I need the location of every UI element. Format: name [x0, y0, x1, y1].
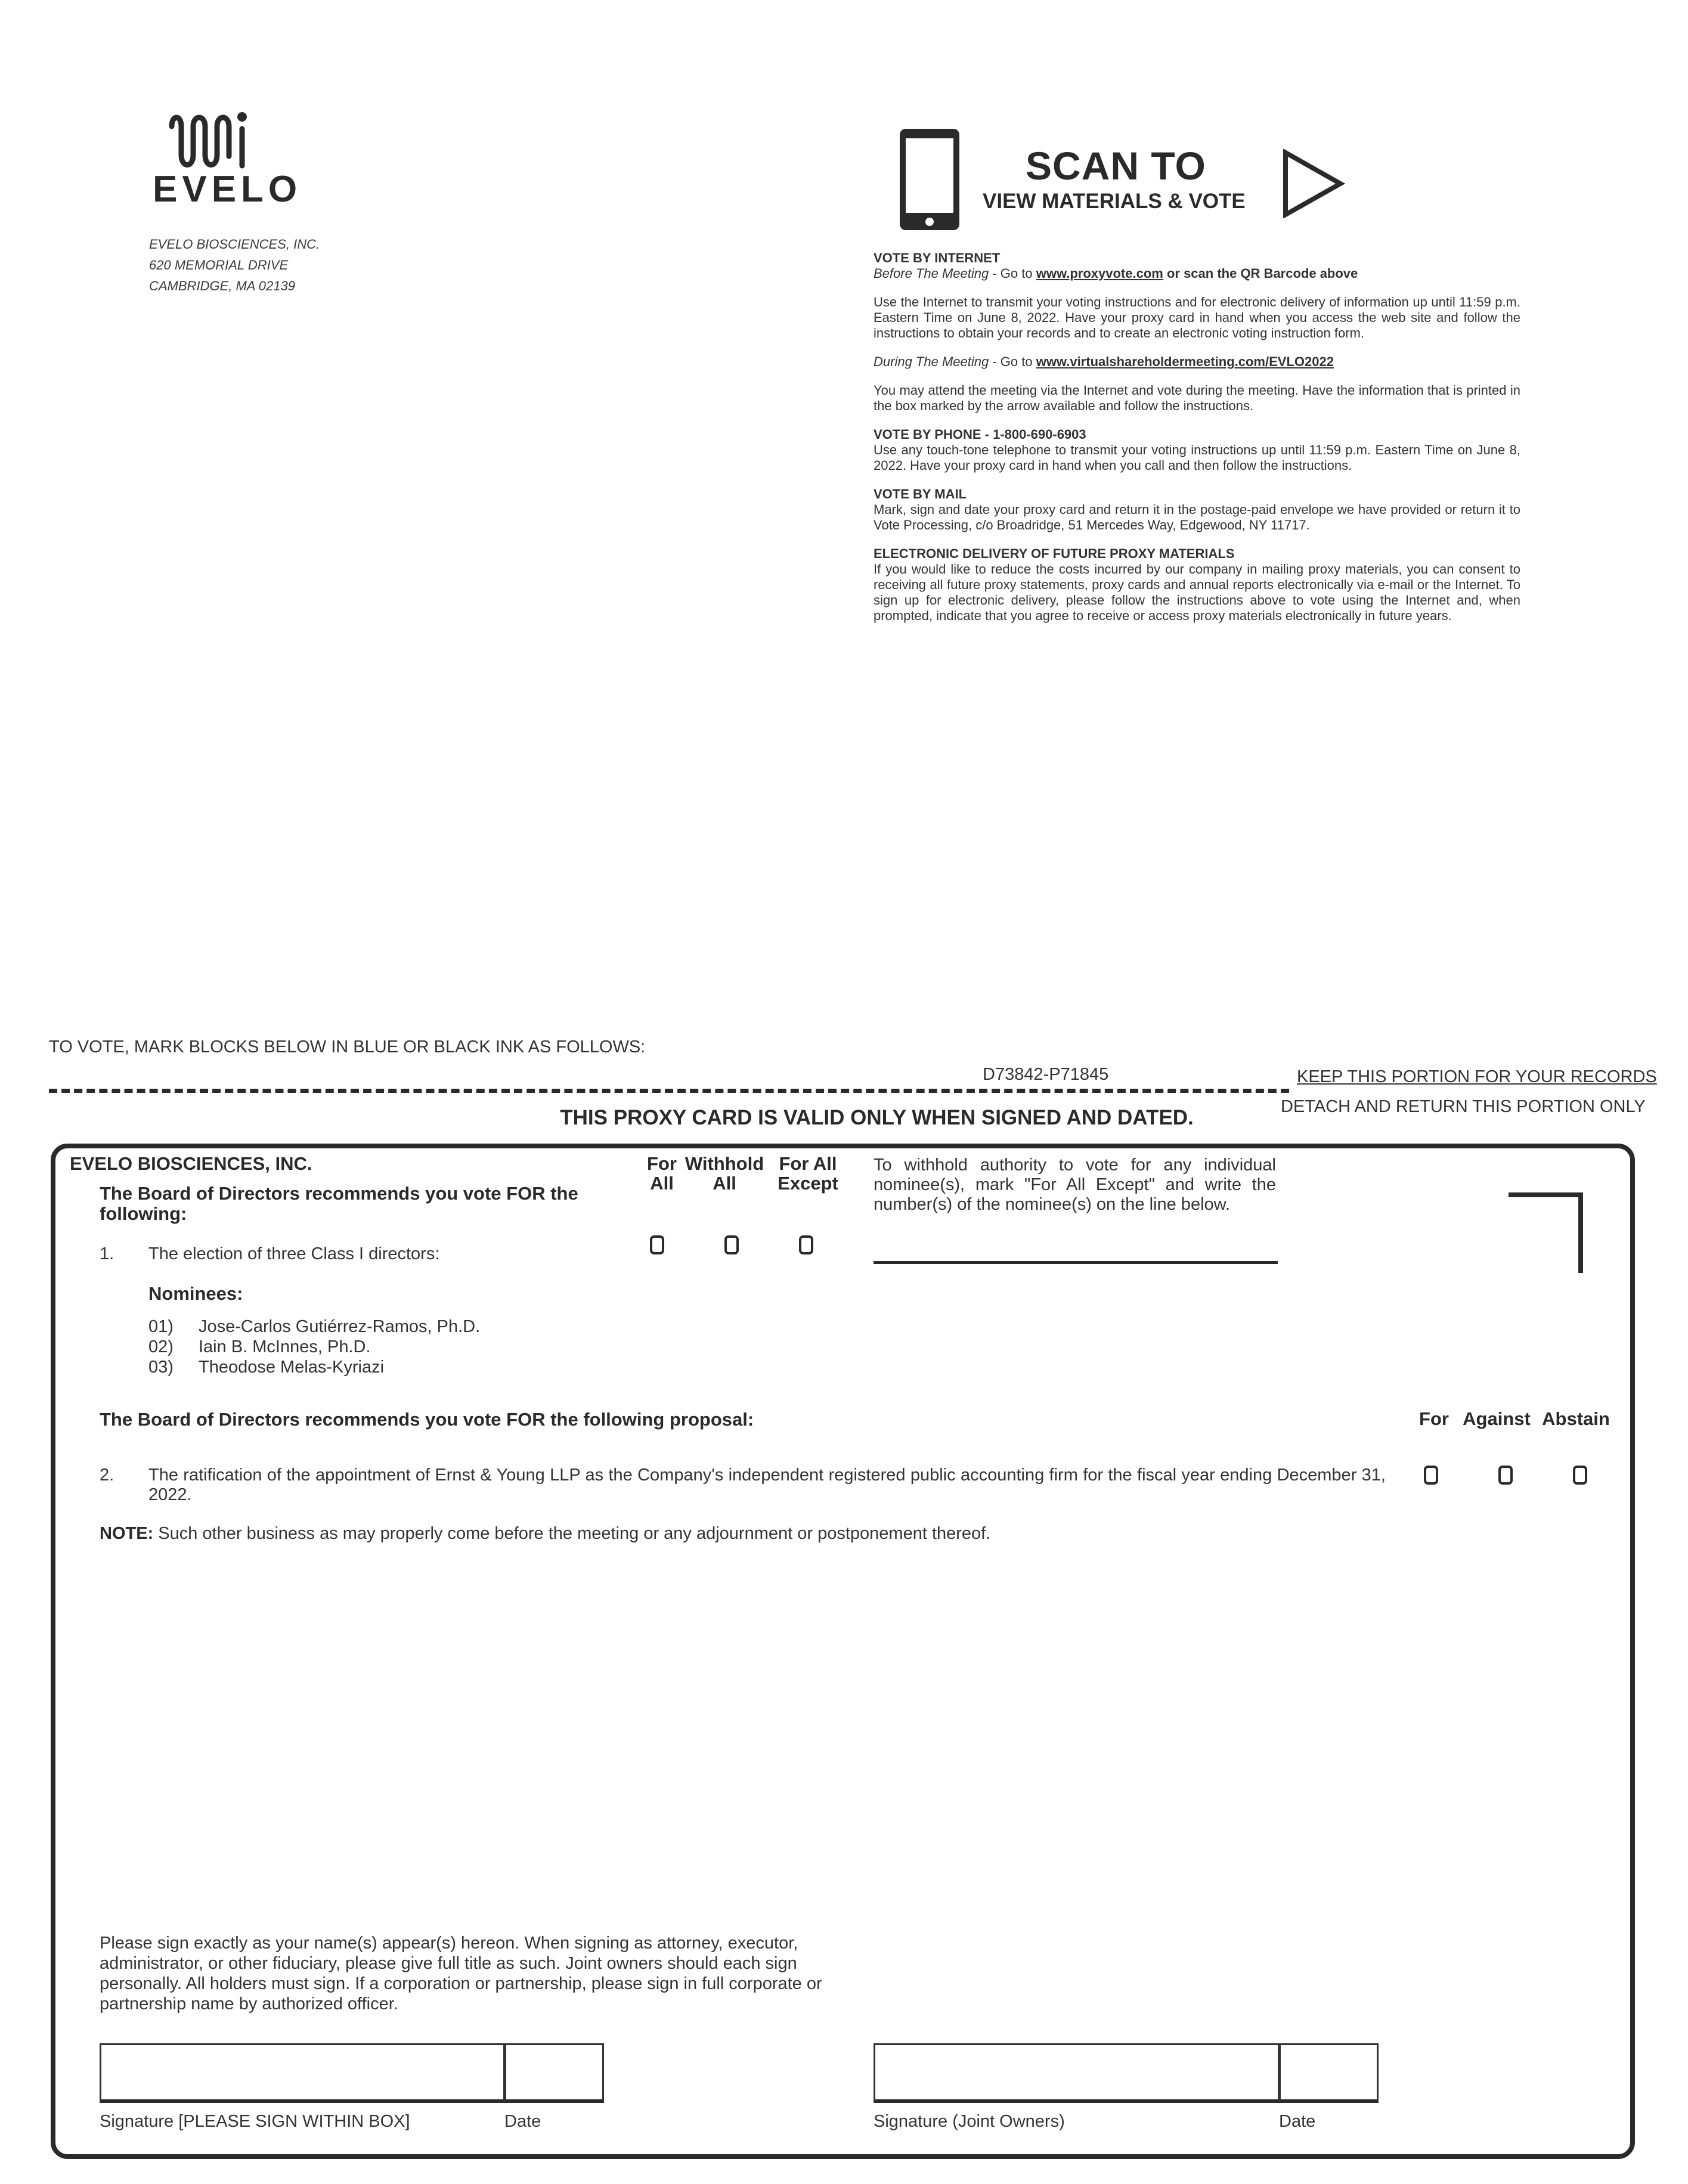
col-withhold-all: [683, 1154, 766, 1193]
note-label: NOTE:: [100, 1524, 154, 1543]
voting-instructions: [874, 250, 1520, 637]
company-address: [149, 234, 320, 296]
during-meeting-label: During The Meeting: [874, 354, 989, 369]
date-box[interactable]: [504, 2043, 604, 2103]
col-abstain: Abstain: [1542, 1408, 1610, 1429]
valid-notice: THIS PROXY CARD IS VALID ONLY WHEN SIGNED AND DATED.: [560, 1106, 1194, 1129]
col-for-all-except: [769, 1154, 847, 1193]
col-for-all-except-line: For All: [779, 1153, 837, 1174]
play-arrow-icon: [1282, 149, 1345, 218]
vote-by-phone-section: [874, 427, 1520, 473]
note-text: Such other business as may properly come before the meeting or any adjournment or postponement thereof.: [153, 1524, 991, 1543]
nominee-number: 02): [148, 1337, 174, 1356]
mark-instructions: TO VOTE, MARK BLOCKS BELOW IN BLUE OR BLACK INK AS FOLLOWS:: [49, 1037, 646, 1057]
for-all-except-checkbox[interactable]: [799, 1235, 813, 1254]
nominee-number: 03): [148, 1358, 174, 1377]
keep-portion-label: KEEP THIS PORTION FOR YOUR RECORDS: [1297, 1067, 1657, 1086]
item-1-number: 1.: [100, 1244, 114, 1263]
col-for-all-line: For: [647, 1153, 677, 1174]
signing-instructions: Please sign exactly as your name(s) appear(s) hereon. When signing as attorney, executor, administrator, or other fiduciary, please give full title as such. Joint owners should each sign personally. All holders must sign. If a corporation or partnership, please sign in full corporate or partnership name by authorized officer.: [100, 1934, 822, 2013]
col-for: For: [1419, 1408, 1449, 1429]
address-line: CAMBRIDGE, MA 02139: [149, 278, 295, 293]
withhold-all-checkbox[interactable]: [724, 1235, 739, 1254]
item-1-text: The election of three Class I directors:: [148, 1244, 440, 1263]
electronic-delivery-section: [874, 546, 1520, 624]
electronic-delivery-body: If you would like to reduce the costs incurred by our company in mailing proxy materials, you can consent to receiving all future proxy statements, proxy cards and annual reports electronically via e-mail or the Internet. To sign up for electronic delivery, please follow the instructions above to vote using the Internet and, when prompted, indicate that you agree to receive or access proxy materials electronically in future years.: [874, 562, 1520, 623]
detach-dashed-line: [49, 1089, 1289, 1093]
item-2-text: The ratification of the appointment of Ernst & Young LLP as the Company's independent registered public accounting firm for the fiscal year ending December 31, 2022.: [148, 1466, 1386, 1504]
during-body: You may attend the meeting via the Internet and vote during the meeting. Have the information that is printed in the box marked by the arrow available and follow the instructions.: [874, 383, 1520, 413]
control-number: D73842-P71845: [983, 1065, 1109, 1084]
col-withhold-all-line: All: [713, 1173, 736, 1194]
evelo-logo-wordmark: EVELO: [153, 169, 302, 210]
board-recommendation-directors: The Board of Directors recommends you vote FOR the following:: [100, 1183, 578, 1224]
electronic-delivery-heading: ELECTRONIC DELIVERY OF FUTURE PROXY MATERIALS: [874, 546, 1235, 561]
address-line: 620 MEMORIAL DRIVE: [149, 258, 289, 272]
col-for-all-except-line: Except: [778, 1173, 838, 1194]
col-for-all-line: All: [650, 1173, 674, 1194]
vote-phone-heading: VOTE BY PHONE - 1-800-690-6903: [874, 427, 1086, 442]
scan-title: SCAN TO: [1026, 144, 1206, 188]
vote-by-mail-section: [874, 487, 1520, 533]
before-tail: or scan the QR Barcode above: [1163, 266, 1358, 281]
internet-body: Use the Internet to transmit your voting instructions and for electronic delivery of information up until 11:59 p.m. Eastern Time on June 8, 2022. Have your proxy card in hand when you access the web site and follow the instructions to obtain your records and to create an electronic voting instruction form.: [874, 295, 1520, 340]
date-label: Date: [504, 2112, 541, 2131]
phone-icon: [897, 126, 962, 233]
against-checkbox[interactable]: [1498, 1466, 1513, 1485]
col-withhold-all-line: Withhold: [685, 1153, 764, 1174]
scan-subtitle: VIEW MATERIALS & VOTE: [983, 190, 1246, 213]
withhold-instructions: To withhold authority to vote for any individual nominee(s), mark "For All Except" and write the number(s) of the nominee(s) on the line below.: [874, 1155, 1276, 1214]
vote-phone-body: Use any touch-tone telephone to transmit your voting instructions up until 11:59 p.m. Eastern Time on June 8, 2022. Have your proxy card in hand when you call and then follow the instructions.: [874, 442, 1520, 473]
proxyvote-link[interactable]: www.proxyvote.com: [1036, 266, 1163, 281]
for-all-checkbox[interactable]: [650, 1235, 664, 1254]
vote-internet-heading: VOTE BY INTERNET: [874, 250, 1001, 265]
vote-mail-heading: VOTE BY MAIL: [874, 487, 967, 501]
joint-signature-label: Signature (Joint Owners): [874, 2112, 1065, 2131]
nominee-name: Theodose Melas-Kyriazi: [199, 1358, 385, 1377]
joint-date-box[interactable]: [1279, 2043, 1379, 2103]
board-recommendation-proposal: The Board of Directors recommends you vote FOR the following proposal:: [100, 1409, 754, 1430]
abstain-checkbox[interactable]: [1573, 1466, 1587, 1485]
corner-mark: [1509, 1192, 1583, 1273]
for-checkbox[interactable]: [1424, 1466, 1438, 1485]
nominee-item: [148, 1337, 480, 1357]
signature-label: Signature [PLEASE SIGN WITHIN BOX]: [100, 2112, 410, 2131]
nominee-name: Jose-Carlos Gutiérrez-Ramos, Ph.D.: [199, 1317, 481, 1336]
joint-date-label: Date: [1279, 2112, 1316, 2131]
item-2-number: 2.: [100, 1466, 114, 1485]
during-meeting-line: [874, 354, 1520, 370]
address-line: EVELO BIOSCIENCES, INC.: [149, 237, 320, 252]
note: [100, 1524, 990, 1544]
nominee-number: 01): [148, 1317, 174, 1336]
before-meeting-label: Before The Meeting: [874, 266, 989, 281]
evelo-logo-mark-icon: [167, 109, 250, 174]
nominees-list: [148, 1316, 480, 1377]
vote-mail-body: Mark, sign and date your proxy card and return it in the postage-paid envelope we have provided or return it to Vote Processing, c/o Broadridge, 51 Mercedes Way, Edgewood, NY 11717.: [874, 502, 1520, 532]
nominee-exception-line[interactable]: [874, 1261, 1278, 1264]
signature-box[interactable]: [100, 2043, 505, 2103]
detach-return-label: DETACH AND RETURN THIS PORTION ONLY: [1281, 1097, 1646, 1116]
col-against: Against: [1463, 1408, 1531, 1429]
virtual-meeting-link[interactable]: www.virtualshareholdermeeting.com/EVLO2022: [1036, 354, 1334, 369]
nominee-item: [148, 1316, 480, 1337]
joint-signature-box[interactable]: [874, 2043, 1280, 2103]
nominees-heading: Nominees:: [148, 1283, 243, 1304]
before-goto: - Go to: [989, 266, 1036, 281]
nominee-name: Iain B. McInnes, Ph.D.: [199, 1337, 371, 1356]
nominee-item: [148, 1357, 480, 1377]
vote-by-internet-section: [874, 250, 1520, 281]
card-company-name: EVELO BIOSCIENCES, INC.: [70, 1153, 312, 1174]
during-goto: - Go to: [989, 354, 1036, 369]
col-for-all: [638, 1154, 686, 1193]
